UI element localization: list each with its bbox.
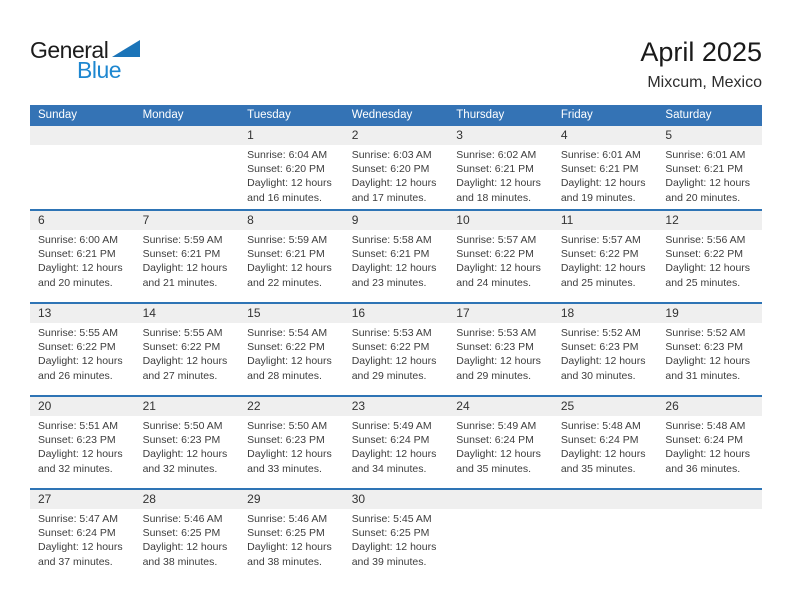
day-details: [239, 230, 344, 290]
sunset-text: Sunset: 6:23 PM: [665, 341, 744, 354]
sunset-text: Sunset: 6:23 PM: [38, 434, 116, 447]
daylight-text: Daylight: 12 hours and 19 minutes.: [560, 177, 646, 204]
sunrise-text: Sunrise: 6:01 AM: [560, 149, 641, 161]
sunset-text: Sunset: 6:22 PM: [456, 248, 534, 261]
day-number: 1: [239, 126, 344, 145]
day-number: [553, 490, 658, 509]
daylight-text: Daylight: 12 hours and 25 minutes.: [560, 262, 646, 289]
sunrise-text: Sunrise: 5:49 AM: [351, 420, 432, 432]
week-row: [30, 126, 762, 209]
sunrise-text: Sunrise: 5:57 AM: [456, 234, 537, 246]
day-details: [657, 145, 762, 205]
sunrise-text: Sunrise: 5:50 AM: [247, 420, 328, 432]
sunset-text: Sunset: 6:23 PM: [247, 434, 325, 447]
sunrise-text: Sunrise: 6:04 AM: [247, 149, 328, 161]
day-details: [239, 509, 344, 569]
day-details: [448, 230, 553, 290]
sunset-text: Sunset: 6:22 PM: [247, 341, 325, 354]
daylight-text: Daylight: 12 hours and 20 minutes.: [38, 262, 123, 289]
day-number: 3: [448, 126, 553, 145]
calendar-day-cell: [553, 304, 658, 395]
sunrise-text: Sunrise: 5:46 AM: [247, 513, 328, 525]
daylight-text: Daylight: 12 hours and 31 minutes.: [665, 355, 751, 382]
day-number: 25: [553, 397, 658, 416]
sunset-text: Sunset: 6:23 PM: [142, 434, 221, 447]
day-details: [239, 145, 344, 205]
sunset-text: Sunset: 6:21 PM: [456, 163, 534, 176]
week-row: [30, 209, 762, 302]
day-details: [344, 230, 449, 290]
day-details: [239, 416, 344, 476]
calendar-day-cell: [448, 304, 553, 395]
day-number: 11: [553, 211, 658, 230]
day-details: [553, 323, 658, 383]
sunset-text: Sunset: 6:24 PM: [665, 434, 744, 447]
day-details: [448, 416, 553, 476]
day-number: 17: [448, 304, 553, 323]
sunset-text: Sunset: 6:21 PM: [560, 163, 639, 176]
daylight-text: Daylight: 12 hours and 22 minutes.: [247, 262, 332, 289]
sunrise-text: Sunrise: 5:48 AM: [665, 420, 746, 432]
calendar-day-cell: [135, 211, 240, 302]
day-details: [448, 323, 553, 383]
logo-text-blue: Blue: [77, 57, 122, 83]
calendar-day-cell: [448, 397, 553, 488]
day-number: 23: [344, 397, 449, 416]
week-row: [30, 302, 762, 395]
sunset-text: Sunset: 6:22 PM: [560, 248, 639, 261]
sunset-text: Sunset: 6:21 PM: [142, 248, 221, 261]
day-details: [135, 323, 240, 383]
daylight-text: Daylight: 12 hours and 32 minutes.: [38, 448, 123, 475]
calendar-day-cell: [239, 397, 344, 488]
weekday-header-friday: Friday: [560, 109, 593, 121]
sunrise-text: Sunrise: 5:57 AM: [560, 234, 641, 246]
day-details: [553, 416, 658, 476]
daylight-text: Daylight: 12 hours and 35 minutes.: [456, 448, 541, 475]
day-number: 4: [553, 126, 658, 145]
daylight-text: Daylight: 12 hours and 26 minutes.: [38, 355, 123, 382]
sunrise-text: Sunrise: 5:55 AM: [142, 327, 223, 339]
daylight-text: Daylight: 12 hours and 30 minutes.: [560, 355, 646, 382]
day-number: 10: [448, 211, 553, 230]
sunset-text: Sunset: 6:21 PM: [38, 248, 116, 261]
sunset-text: Sunset: 6:24 PM: [560, 434, 639, 447]
calendar-day-cell: [30, 304, 135, 395]
day-details: [30, 509, 135, 569]
calendar-day-cell: [657, 304, 762, 395]
daylight-text: Daylight: 12 hours and 34 minutes.: [351, 448, 437, 475]
day-number: 15: [239, 304, 344, 323]
day-number: [448, 490, 553, 509]
day-number: 8: [239, 211, 344, 230]
calendar-day-cell: [657, 211, 762, 302]
sunrise-text: Sunrise: 5:58 AM: [351, 234, 432, 246]
day-number: 9: [344, 211, 449, 230]
sunrise-text: Sunrise: 5:52 AM: [560, 327, 641, 339]
day-details: [344, 323, 449, 383]
day-details: [135, 416, 240, 476]
title-block: [640, 36, 762, 94]
weekday-header-thursday: Thursday: [456, 109, 505, 121]
daylight-text: Daylight: 12 hours and 29 minutes.: [351, 355, 437, 382]
day-number: 5: [657, 126, 762, 145]
sunrise-text: Sunrise: 5:55 AM: [38, 327, 118, 339]
sunset-text: Sunset: 6:22 PM: [142, 341, 221, 354]
calendar-day-cell: [239, 211, 344, 302]
day-details: [30, 416, 135, 476]
sunset-text: Sunset: 6:23 PM: [560, 341, 639, 354]
day-number: 19: [657, 304, 762, 323]
sunrise-text: Sunrise: 6:02 AM: [456, 149, 537, 161]
sunrise-text: Sunrise: 5:50 AM: [142, 420, 223, 432]
day-details: [448, 145, 553, 205]
daylight-text: Daylight: 12 hours and 29 minutes.: [456, 355, 541, 382]
sunset-text: Sunset: 6:22 PM: [351, 341, 430, 354]
calendar-day-cell: [30, 397, 135, 488]
calendar-day-cell: [135, 490, 240, 581]
sunrise-text: Sunrise: 5:59 AM: [142, 234, 223, 246]
calendar-day-cell: [448, 211, 553, 302]
calendar-day-cell: [657, 397, 762, 488]
day-details: [657, 230, 762, 290]
logo-text-general: General: [30, 37, 109, 63]
sunrise-text: Sunrise: 5:53 AM: [351, 327, 432, 339]
day-number: 22: [239, 397, 344, 416]
daylight-text: Daylight: 12 hours and 38 minutes.: [247, 541, 332, 568]
sunrise-text: Sunrise: 6:03 AM: [351, 149, 432, 161]
sunset-text: Sunset: 6:21 PM: [247, 248, 325, 261]
calendar-day-cell: [30, 490, 135, 581]
sunset-text: Sunset: 6:25 PM: [247, 527, 325, 540]
calendar-day-cell: [344, 126, 449, 209]
sunset-text: Sunset: 6:24 PM: [38, 527, 116, 540]
sunrise-text: Sunrise: 5:54 AM: [247, 327, 328, 339]
day-details: [553, 145, 658, 205]
calendar-day-cell: [239, 126, 344, 209]
calendar-day-cell: [553, 490, 658, 581]
calendar-day-cell: [344, 397, 449, 488]
general-blue-logo: [30, 38, 160, 90]
day-number: 28: [135, 490, 240, 509]
week-row: [30, 488, 762, 581]
daylight-text: Daylight: 12 hours and 36 minutes.: [665, 448, 751, 475]
weekday-header-saturday: Saturday: [665, 109, 712, 121]
page-title: April 2025: [640, 37, 762, 67]
daylight-text: Daylight: 12 hours and 21 minutes.: [142, 262, 228, 289]
day-number: 29: [239, 490, 344, 509]
calendar-day-cell: [239, 304, 344, 395]
daylight-text: Daylight: 12 hours and 33 minutes.: [247, 448, 332, 475]
daylight-text: Daylight: 12 hours and 27 minutes.: [142, 355, 228, 382]
daylight-text: Daylight: 12 hours and 20 minutes.: [665, 177, 751, 204]
sunrise-text: Sunrise: 5:46 AM: [142, 513, 223, 525]
sunrise-text: Sunrise: 5:52 AM: [665, 327, 746, 339]
day-number: 24: [448, 397, 553, 416]
day-details: [344, 416, 449, 476]
sunset-text: Sunset: 6:22 PM: [665, 248, 744, 261]
sunset-text: Sunset: 6:25 PM: [351, 527, 430, 540]
day-details: [239, 323, 344, 383]
daylight-text: Daylight: 12 hours and 23 minutes.: [351, 262, 437, 289]
calendar-day-cell: [553, 126, 658, 209]
calendar-day-cell: [657, 490, 762, 581]
calendar-day-cell: [30, 126, 135, 209]
calendar-day-cell: [448, 126, 553, 209]
sunrise-text: Sunrise: 5:51 AM: [38, 420, 118, 432]
daylight-text: Daylight: 12 hours and 35 minutes.: [560, 448, 646, 475]
daylight-text: Daylight: 12 hours and 16 minutes.: [247, 177, 332, 204]
daylight-text: Daylight: 12 hours and 25 minutes.: [665, 262, 751, 289]
day-number: 20: [30, 397, 135, 416]
sunrise-text: Sunrise: 5:56 AM: [665, 234, 746, 246]
day-number: 30: [344, 490, 449, 509]
day-number: [30, 126, 135, 145]
calendar-day-cell: [239, 490, 344, 581]
calendar-day-cell: [135, 126, 240, 209]
day-details: [30, 323, 135, 383]
day-number: 26: [657, 397, 762, 416]
calendar-day-cell: [344, 304, 449, 395]
sunrise-text: Sunrise: 6:00 AM: [38, 234, 118, 246]
day-details: [135, 230, 240, 290]
week-row: [30, 395, 762, 488]
daylight-text: Daylight: 12 hours and 28 minutes.: [247, 355, 332, 382]
weekday-header-row: [30, 105, 762, 126]
day-number: 7: [135, 211, 240, 230]
weekday-header-monday: Monday: [142, 109, 184, 121]
page-location: Mixcum, Mexico: [647, 74, 762, 91]
day-number: [135, 126, 240, 145]
day-number: 12: [657, 211, 762, 230]
day-details: [344, 509, 449, 569]
weekday-header-wednesday: Wednesday: [351, 109, 413, 121]
calendar-day-cell: [135, 304, 240, 395]
daylight-text: Daylight: 12 hours and 24 minutes.: [456, 262, 541, 289]
day-number: 14: [135, 304, 240, 323]
day-details: [30, 230, 135, 290]
sunset-text: Sunset: 6:22 PM: [38, 341, 116, 354]
calendar-day-cell: [135, 397, 240, 488]
day-details: [344, 145, 449, 205]
day-number: 21: [135, 397, 240, 416]
calendar-day-cell: [553, 211, 658, 302]
sunrise-text: Sunrise: 5:45 AM: [351, 513, 432, 525]
sunrise-text: Sunrise: 5:59 AM: [247, 234, 328, 246]
sunrise-text: Sunrise: 6:01 AM: [665, 149, 746, 161]
sunset-text: Sunset: 6:25 PM: [142, 527, 221, 540]
day-details: [553, 230, 658, 290]
sunrise-text: Sunrise: 5:53 AM: [456, 327, 537, 339]
day-number: 18: [553, 304, 658, 323]
calendar-table: [30, 105, 762, 581]
day-details: [657, 323, 762, 383]
sunset-text: Sunset: 6:21 PM: [665, 163, 744, 176]
daylight-text: Daylight: 12 hours and 39 minutes.: [351, 541, 437, 568]
weeks-container: [30, 126, 762, 581]
day-number: [657, 490, 762, 509]
calendar-day-cell: [448, 490, 553, 581]
day-number: 27: [30, 490, 135, 509]
sunset-text: Sunset: 6:20 PM: [351, 163, 430, 176]
logo-triangle-icon: [112, 40, 140, 57]
calendar-day-cell: [553, 397, 658, 488]
day-number: 16: [344, 304, 449, 323]
daylight-text: Daylight: 12 hours and 17 minutes.: [351, 177, 437, 204]
daylight-text: Daylight: 12 hours and 38 minutes.: [142, 541, 228, 568]
sunset-text: Sunset: 6:20 PM: [247, 163, 325, 176]
sunrise-text: Sunrise: 5:48 AM: [560, 420, 641, 432]
day-number: 2: [344, 126, 449, 145]
calendar-day-cell: [30, 211, 135, 302]
sunrise-text: Sunrise: 5:49 AM: [456, 420, 537, 432]
sunset-text: Sunset: 6:24 PM: [351, 434, 430, 447]
daylight-text: Daylight: 12 hours and 37 minutes.: [38, 541, 123, 568]
sunrise-text: Sunrise: 5:47 AM: [38, 513, 118, 525]
weekday-header-sunday: Sunday: [38, 109, 78, 121]
calendar-day-cell: [344, 490, 449, 581]
day-number: 13: [30, 304, 135, 323]
calendar-day-cell: [344, 211, 449, 302]
day-details: [657, 416, 762, 476]
daylight-text: Daylight: 12 hours and 18 minutes.: [456, 177, 541, 204]
weekday-header-tuesday: Tuesday: [247, 109, 291, 121]
day-details: [135, 509, 240, 569]
day-number: 6: [30, 211, 135, 230]
sunset-text: Sunset: 6:21 PM: [351, 248, 430, 261]
sunset-text: Sunset: 6:24 PM: [456, 434, 534, 447]
daylight-text: Daylight: 12 hours and 32 minutes.: [142, 448, 228, 475]
calendar-day-cell: [657, 126, 762, 209]
sunset-text: Sunset: 6:23 PM: [456, 341, 534, 354]
